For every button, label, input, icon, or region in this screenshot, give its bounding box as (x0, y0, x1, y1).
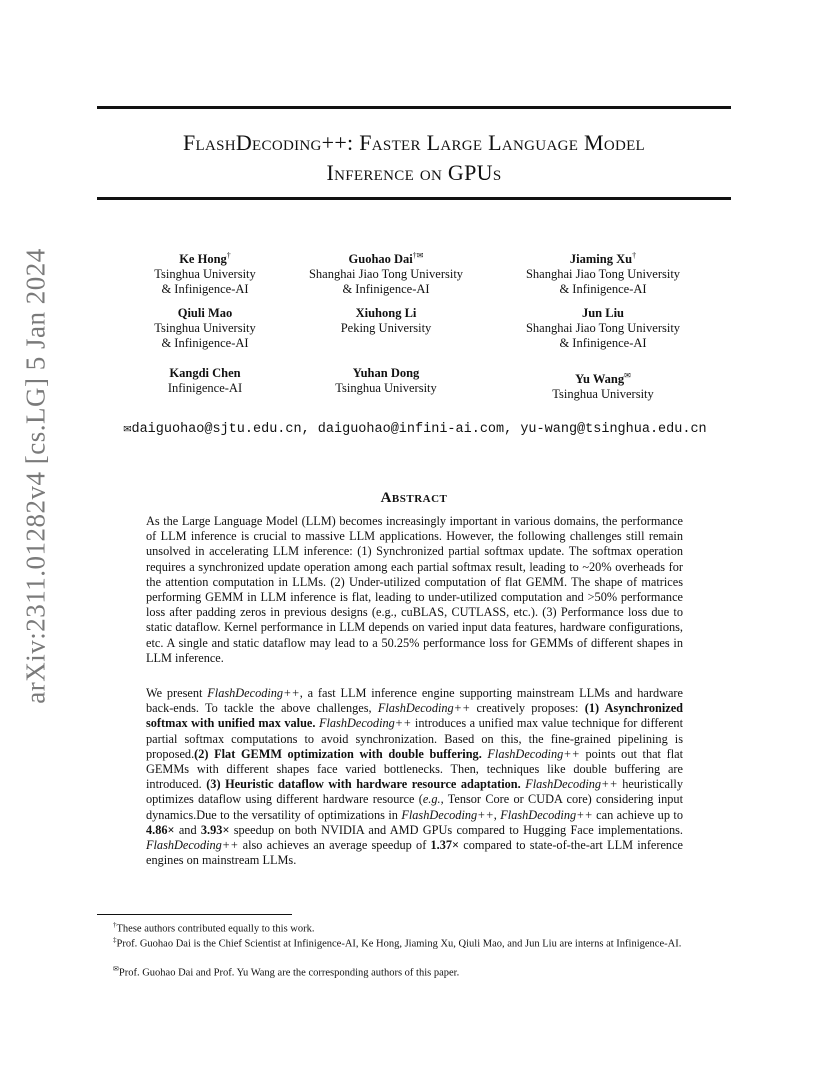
author-name: Yuhan Dong (352, 366, 420, 380)
author-affiliation: & Infinigence-AI (161, 336, 249, 350)
title-line-1: FlashDecoding++: Faster Large Language Model (182, 130, 646, 155)
author-affiliation: & Infinigence-AI (342, 282, 430, 297)
paper-title (97, 128, 731, 188)
footnote-corresponding-authors: ✉Prof. Guohao Dai and Prof. Yu Wang are the corresponding authors of this paper. (113, 965, 460, 979)
footnote-equal-contribution: †These authors contributed equally to this work. (113, 921, 315, 935)
author-block (286, 248, 486, 297)
author-affiliation: & Infinigence-AI (161, 282, 249, 297)
footnote-affiliation-note: ‡Prof. Guohao Dai is the Chief Scientist at Infinigence-AI, Ke Hong, Jiaming Xu, Qiuli Mao, and Jun Liu are interns at Infinigence-AI. (113, 936, 682, 950)
title-bottom-rule (97, 197, 731, 200)
footnote-rule (97, 914, 292, 915)
arxiv-identifier: arXiv:2311.01282v4 [cs.LG] 5 Jan 2024 (20, 248, 51, 704)
abstract-paragraph-1: As the Large Language Model (LLM) becomes increasingly important in various domains, the performance of LLM inference is crucial to massive LLM applications. However, the following challenges still remain unsolved in accelerating LLM inference: (1) Synchronized partial softmax update. The softmax operation requires a synchronized update operation among each partial softmax result, leading to ~20% overheads for the attention computation in LLMs. (2) Under-utilized computation of flat GEMM. The shape of matrices performing GEMM in LLM inference is flat, leading to under-utilized computation and >50% performance loss after padding zeros in previous designs (e.g., cuBLAS, CUTLASS, etc.). (3) Performance loss due to static dataflow. Kernel performance in LLM depends on varied input data features, hardware configurations, etc. A single and static dataflow may lead to a 50.25% performance loss for GEMMs of different shapes in LLM inference. (146, 514, 683, 665)
author-name: Qiuli Mao (177, 306, 233, 320)
author-affiliation: & Infinigence-AI (559, 282, 647, 297)
title-top-rule (97, 106, 731, 109)
author-affiliation: & Infinigence-AI (559, 336, 647, 350)
author-name: Ke Hong† (179, 251, 231, 267)
author-affiliation: Shanghai Jiao Tong University (308, 267, 464, 282)
author-affiliation: Shanghai Jiao Tong University (525, 267, 681, 282)
author-affiliation: Infinigence-AI (167, 381, 243, 395)
author-name: Guohao Dai†✉ (348, 251, 424, 267)
abstract-heading: Abstract (380, 490, 448, 506)
author-affiliation: Tsinghua University (154, 321, 256, 335)
title-line-2: Inference on GPUs (326, 160, 502, 185)
author-affiliation: Tsinghua University (154, 267, 256, 282)
author-name: Jiaming Xu† (569, 251, 637, 267)
abstract-paragraph-2: We present FlashDecoding++, a fast LLM inference engine supporting mainstream LLMs and hardware back-ends. To tackle the above challenges, FlashDecoding++ creatively proposes: (1) Asynchronized softmax with unified max value. FlashDecoding++ introduces a unified max value technique for different partial softmax computations to avoid synchronization. Based on this, the fine-grained pipelining is proposed.(2) Flat GEMM optimization with double buffering. FlashDecoding++ points out that flat GEMMs with different shapes face varied bottlenecks. Then, techniques like double buffering are introduced. (3) Heuristic dataflow with hardware resource adaptation. FlashDecoding++ heuristically optimizes dataflow using different hardware resource (e.g., Tensor Core or CUDA core) considering input dynamics.Due to the versatility of optimizations in FlashDecoding++, FlashDecoding++ can achieve up to 4.86× and 3.93× speedup on both NVIDIA and AMD GPUs compared to Hugging Face implementations. FlashDecoding++ also achieves an average speedup of 1.37× compared to state-of-the-art LLM inference engines on mainstream LLMs. (146, 686, 684, 868)
author-affiliation: Shanghai Jiao Tong University (525, 321, 681, 335)
author-block (503, 306, 703, 351)
author-block (105, 248, 305, 297)
envelope-icon: ✉ (123, 422, 132, 437)
author-affiliation: Peking University (340, 321, 432, 335)
author-block (105, 366, 305, 396)
author-block (105, 306, 305, 351)
corresponding-emails: ✉daiguohao@sjtu.edu.cn, daiguohao@infini-ai.com, yu-wang@tsinghua.edu.cn (123, 422, 707, 437)
author-block (286, 306, 486, 336)
author-affiliation: Tsinghua University (335, 381, 437, 395)
author-affiliation: Tsinghua University (552, 387, 654, 402)
author-name: Jun Liu (581, 306, 625, 320)
author-name: Yu Wang✉ (575, 371, 631, 387)
author-block (286, 366, 486, 396)
author-block (503, 248, 703, 297)
author-name: Kangdi Chen (169, 366, 241, 380)
author-name: Xiuhong Li (355, 306, 417, 320)
author-block (503, 368, 703, 402)
